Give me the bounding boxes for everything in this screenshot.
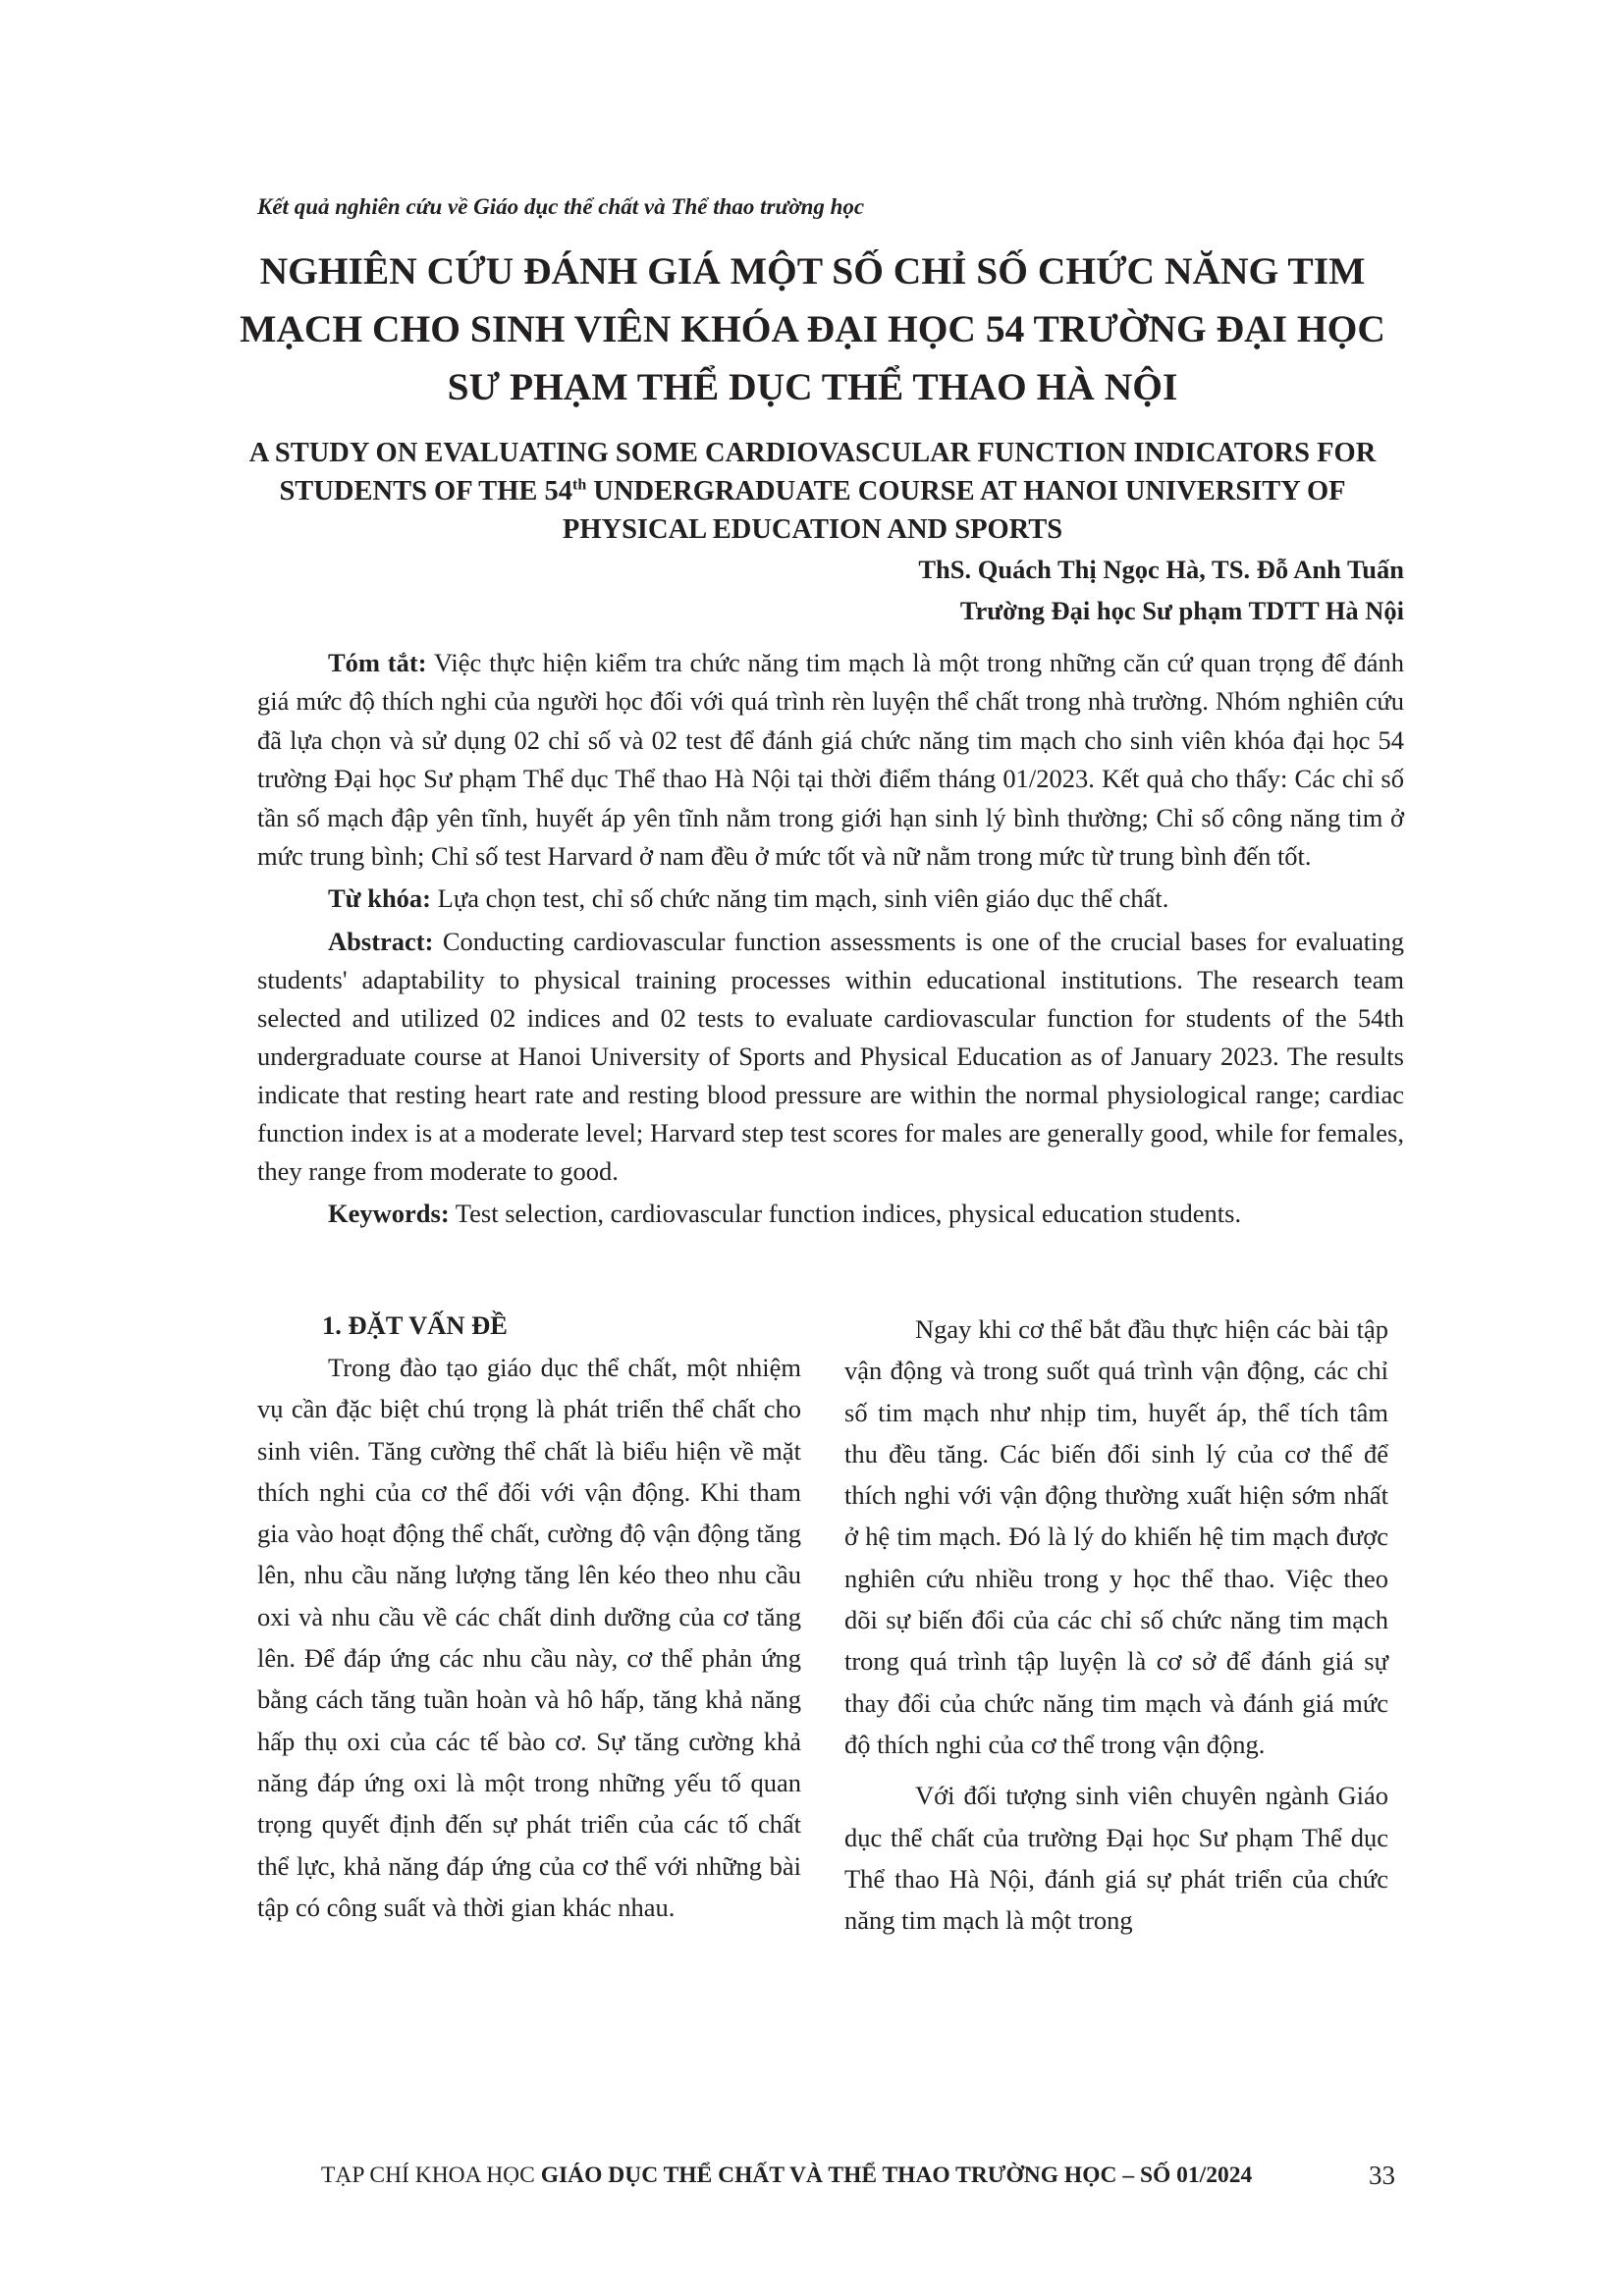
affiliation: Trường Đại học Sư phạm TDTT Hà Nội	[959, 596, 1404, 625]
body-paragraph: Với đối tượng sinh viên chuyên ngành Giáo dục thể chất của trường Đại học Sư phạm Thể dục Thể thao Hà Nội, đánh giá sự phát triển của chức năng tim mạch là một trong	[844, 1781, 1388, 1936]
abstract-english	[257, 923, 1404, 1191]
abstract-vietnamese	[257, 644, 1404, 876]
abstract-block	[257, 644, 1404, 1237]
keywords-english	[257, 1195, 1404, 1233]
body-column-right	[844, 1308, 1388, 1941]
article-title-vietnamese: NGHIÊN CỨU ĐÁNH GIÁ MỘT SỐ CHỈ SỐ CHỨC NĂNG TIM MẠCH CHO SINH VIÊN KHÓA ĐẠI HỌC 54 TRƯỜNG ĐẠI HỌC SƯ PHẠM THỂ DỤC THỂ THAO HÀ NỘI	[240, 249, 1385, 408]
keywords-en-text: Test selection, cardiovascular function indices, physical education students.	[449, 1198, 1242, 1228]
body-paragraph: Ngay khi cơ thể bắt đầu thực hiện các bài tập vận động và trong suốt quá trình vận động, các chỉ số tim mạch như nhịp tim, huyết áp, thể tích tâm thu đều tăng. Các biến đổi sinh lý của cơ thể để thích nghi với vận động thường xuất hiện sớm nhất ở hệ tim mạch. Đó là lý do khiến hệ tim mạch được nghiên cứu nhiều trong y học thể thao. Việc theo dõi sự biến đổi của các chỉ số chức năng tim mạch trong quá trình tập luyện là cơ sở để đánh giá sự thay đổi của chức năng tim mạch và đánh giá mức độ thích nghi của cơ thể trong vận động.	[844, 1314, 1388, 1759]
footer-journal-plain: TẠP CHÍ KHOA HỌC	[321, 2163, 541, 2188]
title-en-superscript: th	[572, 476, 587, 494]
article-title-english	[236, 434, 1389, 549]
abstract-en-text: Conducting cardiovascular function assessments is one of the crucial bases for evaluating students' adaptability to physical training processes within educational institutions. The research team selected and utilized 02 indices and 02 tests to evaluate cardiovascular function for students of the 54th undergraduate course at Hanoi University of Sports and Physical Education as of January 2023. The results indicate that resting heart rate and resting blood pressure are within the normal physiological range; cardiac function index is at a moderate level; Harvard step test scores for males are generally good, while for females, they range from moderate to good.	[257, 926, 1404, 1186]
abstract-vi-text: Việc thực hiện kiểm tra chức năng tim mạch là một trong những căn cứ quan trọng để đánh giá mức độ thích nghi của người học đối với quá trình rèn luyện thể chất trong nhà trường. Nhóm nghiên cứu đã lựa chọn và sử dụng 02 chỉ số và 02 test để đánh giá chức năng tim mạch cho sinh viên khóa đại học 54 trường Đại học Sư phạm Thể dục Thể thao Hà Nội tại thời điểm tháng 01/2023. Kết quả cho thấy: Các chỉ số tần số mạch đập yên tĩnh, huyết áp yên tĩnh nằm trong giới hạn sinh lý bình thường; Chỉ số công năng tim ở mức trung bình; Chỉ số test Harvard ở nam đều ở mức tốt và nữ nằm trong mức từ trung bình đến tốt.	[257, 648, 1404, 872]
keywords-vi-text: Lựa chọn test, chỉ số chức năng tim mạch, sinh viên giáo dục thể chất.	[431, 883, 1169, 914]
authors: ThS. Quách Thị Ngọc Hà, TS. Đỗ Anh Tuấn	[918, 555, 1404, 584]
section-heading: 1. ĐẶT VẤN ĐỀ	[322, 1310, 508, 1340]
page-number: 33	[1369, 2161, 1395, 2190]
keywords-vi-label: Từ khóa:	[328, 883, 432, 914]
keywords-vietnamese	[257, 880, 1404, 918]
title-en-part1: A STUDY ON EVALUATING SOME CARDIOVASCULAR FUNCTION INDICATORS FOR STUDENTS OF THE 54	[248, 438, 1377, 507]
running-section-header: Kết quả nghiên cứu về Giáo dục thể chất và Thể thao trường học	[257, 194, 865, 219]
footer-journal-bold: GIÁO DỤC THỂ CHẤT VÀ THỂ THAO TRƯỜNG HỌC – SỐ 01/2024	[540, 2163, 1253, 2188]
keywords-en-label: Keywords:	[328, 1198, 450, 1228]
body-paragraph: Trong đào tạo giáo dục thể chất, một nhiệm vụ cần đặc biệt chú trọng là phát triển thể chất cho sinh viên. Tăng cường thể chất là biểu hiện về mặt thích nghi của cơ thể đối với vận động. Khi tham gia vào hoạt động thể chất, cường độ vận động tăng lên, nhu cầu năng lượng tăng lên kéo theo nhu cầu oxi và nhu cầu về các chất dinh dưỡng của cơ tăng lên. Để đáp ứng các nhu cầu này, cơ thể phản ứng bằng cách tăng tuần hoàn và hô hấp, tăng khả năng hấp thụ oxi của các tế bào cơ. Sự tăng cường khả năng đáp ứng oxi là một trong những yếu tố quan trọng quyết định đến sự phát triển của các tố chất thể lực, khả năng đáp ứng của cơ thể với những bài tập có công suất và thời gian khác nhau.	[257, 1353, 801, 1922]
abstract-vi-label: Tóm tắt:	[328, 648, 427, 677]
abstract-en-label: Abstract:	[328, 926, 434, 956]
body-column-left	[257, 1307, 801, 1928]
journal-footer	[321, 2163, 1252, 2189]
title-en-part2: UNDERGRADUATE COURSE AT HANOI UNIVERSITY OF PHYSICAL EDUCATION AND SPORTS	[562, 476, 1346, 545]
